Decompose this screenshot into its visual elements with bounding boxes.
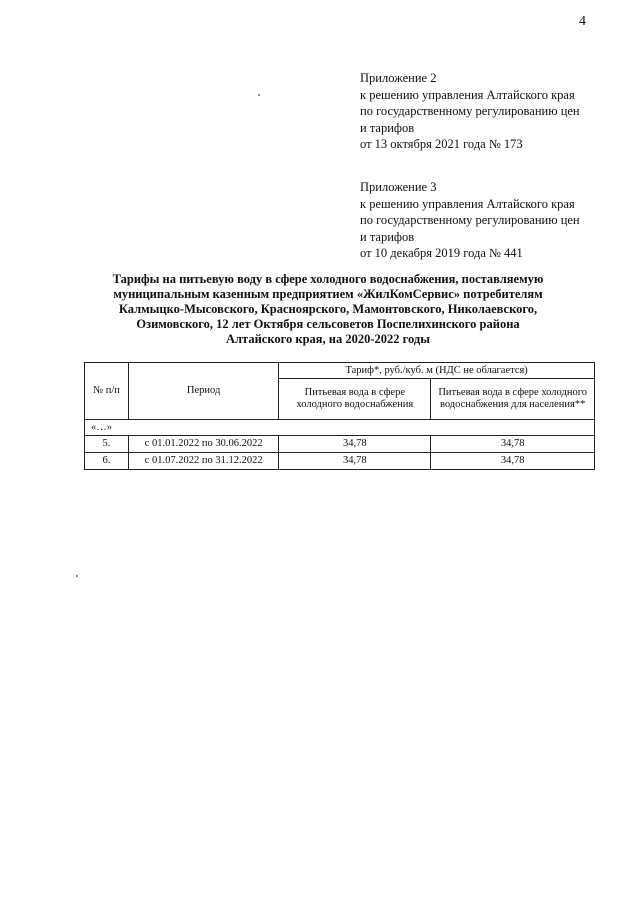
row-period: с 01.07.2022 по 31.12.2022	[128, 453, 278, 470]
header-col-a: Питьевая вода в сфере холодного водоснабжения	[279, 379, 431, 420]
title-line: муниципальным казенным предприятием «ЖилКомСервис» потребителям	[113, 287, 543, 301]
table-ellipsis-row	[85, 420, 595, 436]
annex-3-line: к решению управления Алтайского края	[360, 196, 575, 211]
row-num: 6.	[85, 453, 129, 470]
annex-2-line: по государственному регулированию цен	[360, 104, 580, 118]
annex-3-line: по государственному регулированию цен	[360, 213, 580, 227]
scan-speck	[258, 94, 260, 96]
annex-3-date: от 10 декабря 2019 года № 441	[360, 246, 523, 260]
row-tariff-b: 34,78	[431, 453, 595, 470]
page-number: 4	[579, 14, 586, 29]
header-num: № п/п	[85, 363, 129, 420]
header-period: Период	[128, 363, 278, 420]
annex-3-line: и тарифов	[360, 229, 415, 244]
scan-speck	[76, 575, 78, 577]
annex-2-heading: Приложение 2	[360, 71, 437, 85]
header-col-b: Питьевая вода в сфере холодного водоснабжения для населения**	[431, 379, 595, 420]
annex-3-block	[360, 179, 610, 262]
row-tariff-b: 34,78	[431, 436, 595, 453]
annex-2-block	[360, 70, 610, 153]
tariff-table	[84, 362, 595, 470]
table-header-row	[85, 363, 595, 379]
annex-2-line: к решению управления Алтайского края	[360, 87, 575, 102]
title-line: Калмыцко-Мысовского, Краснoярского, Мамонтовского, Николаевского,	[118, 302, 538, 316]
row-period: с 01.01.2022 по 30.06.2022	[128, 436, 278, 453]
ellipsis-cell: «…»	[85, 420, 595, 436]
row-tariff-a: 34,78	[279, 436, 431, 453]
document-title	[90, 272, 566, 347]
row-num: 5.	[85, 436, 129, 453]
table-row	[85, 436, 595, 453]
title-line: Тарифы на питьевую воду в сфере холодного водоснабжения, поставляемую	[112, 272, 544, 286]
annex-2-date: от 13 октября 2021 года № 173	[360, 137, 523, 151]
title-line: Озимовского, 12 лет Октября сельсоветов Поспелихинского района	[136, 317, 520, 331]
annex-3-heading: Приложение 3	[360, 180, 437, 194]
table-row	[85, 453, 595, 470]
title-line: Алтайского края, на 2020-2022 годы	[226, 332, 430, 346]
row-tariff-a: 34,78	[279, 453, 431, 470]
annex-2-line: и тарифов	[360, 120, 415, 135]
header-tariff-group: Тариф*, руб./куб. м (НДС не облагается)	[279, 363, 595, 379]
